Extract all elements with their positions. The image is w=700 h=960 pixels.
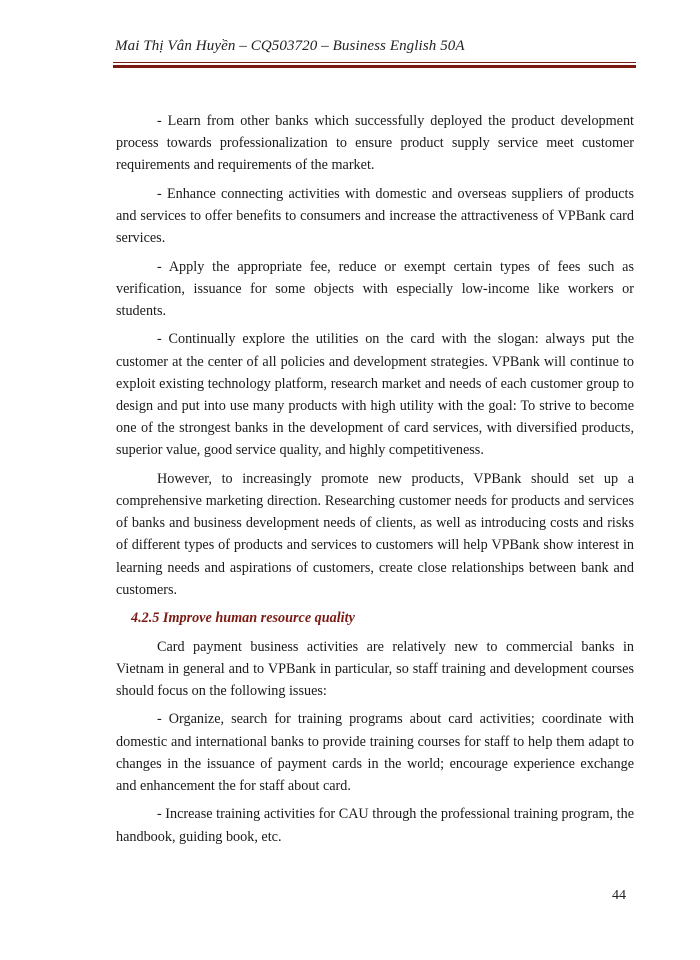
- running-header: Mai Thị Vân Huyền – CQ503720 – Business English 50A: [115, 38, 465, 54]
- paragraph-explore-utilities: - Continually explore the utilities on the card with the slogan: always put the customer at the center of all policies and development strategies. VPBank will continue to exploit existing technology platform, research market and needs of each customer group to design and put into use many products with high utility with the goal: To strive to become one of the strongest banks in the development of card services, with diversified products, superior value, good service quality, and highly competitiveness.: [116, 331, 634, 459]
- page-number: 44: [612, 888, 626, 903]
- paragraph-increase-training: - Increase training activities for CAU through the professional training program, the handbook, guiding book, etc.: [116, 806, 634, 845]
- section-heading: 4.2.5 Improve human resource quality: [131, 610, 355, 627]
- paragraph-learn-from-banks: - Learn from other banks which successfully deployed the product development process towards professionalization to ensure product supply service meet customer requirements and requirements of the market.: [116, 113, 634, 174]
- paragraph-enhance-connecting: - Enhance connecting activities with domestic and overseas suppliers of products and services to offer benefits to consumers and increase the attractiveness of VPBank card services.: [116, 185, 634, 247]
- paragraph-organize-training: - Organize, search for training programs about card activities; coordinate with domestic and international banks to provide training courses for staff to help them adapt to changes in the issuance of payment cards in the world; encourage experience exchange and enhancement the for staff about card.: [116, 711, 634, 794]
- paragraph-marketing-direction: However, to increasingly promote new products, VPBank should set up a comprehensive marketing direction. Researching customer needs for products and services of banks and business development needs of clients, as well as introducing costs and risks of different types of products and services to customers will help VPBank show interest in learning needs and aspirations of customers, create close relationships between bank and customers.: [116, 470, 634, 598]
- paragraph-apply-fee: - Apply the appropriate fee, reduce or exempt certain types of fees such as verification, issuance for some objects with especially low-income like workers or students.: [116, 258, 634, 319]
- header-rule-thin: [113, 62, 636, 63]
- paragraph-card-payment: Card payment business activities are relatively new to commercial banks in Vietnam in general and to VPBank in particular, so staff training and development courses should focus on the following issues:: [116, 638, 634, 699]
- body-content: [116, 110, 634, 854]
- header-rule-thick: [113, 65, 636, 68]
